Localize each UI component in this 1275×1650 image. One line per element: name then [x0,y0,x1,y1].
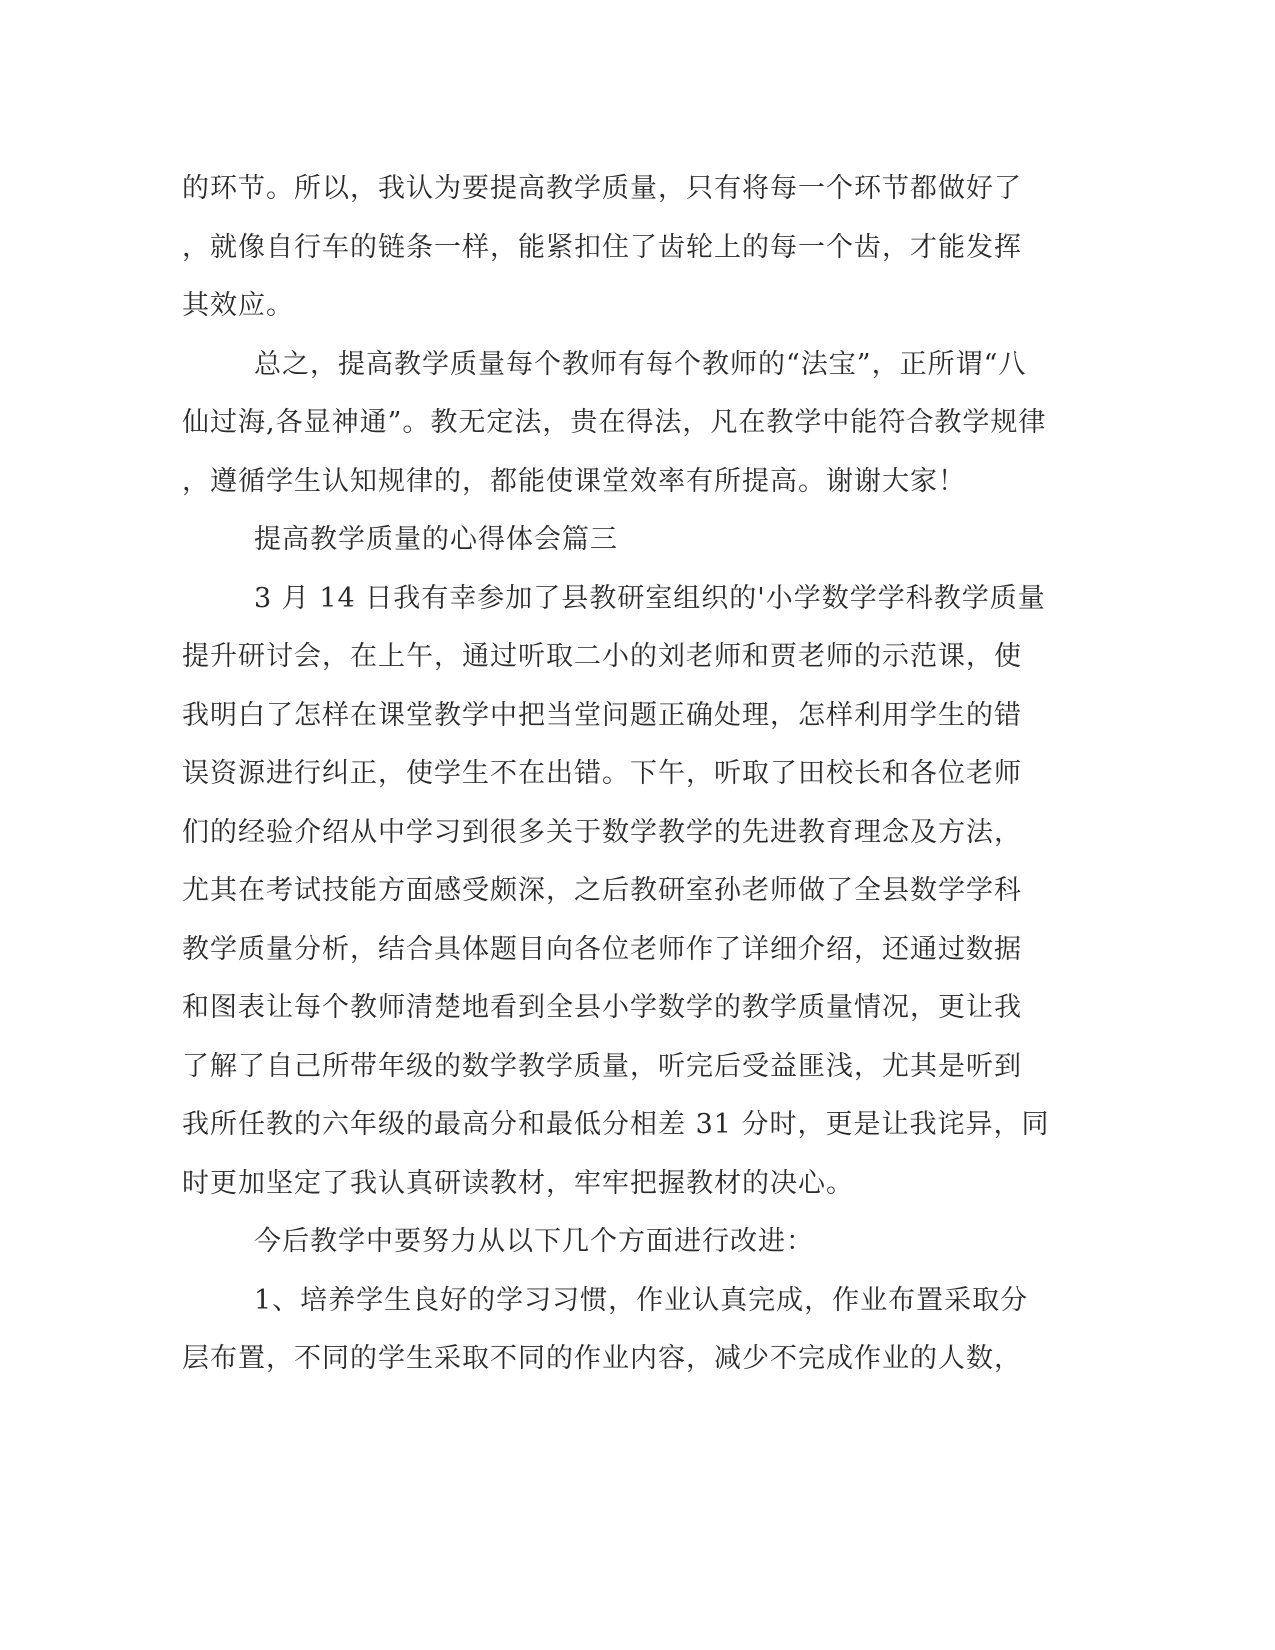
text-line: 层布置，不同的学生采取不同的作业内容，减少不完成作业的人数， [182,1343,1022,1374]
text-line: 时更加坚定了我认真研读教材，牢牢把握教材的决心。 [182,1167,854,1199]
text-line: 1、培养学生良好的学习习惯，作业认真完成，作业布置采取分 [254,1284,1029,1316]
text-line: 我明白了怎样在课堂教学中把当堂问题正确处理，怎样利用学生的错 [182,699,1022,731]
text-line: ，遵循学生认知规律的，都能使课堂效率有所提高。谢谢大家！ [182,465,966,497]
text-line: 提升研讨会，在上午，通过听取二小的刘老师和贾老师的示范课，使 [182,641,1022,672]
text-line: 提高教学质量的心得体会篇三 [254,524,618,555]
text-line: 和图表让每个教师清楚地看到全县小学数学的教学质量情况，更让我 [182,992,1022,1023]
text-line: 3 月 14 日我有幸参加了县教研室组织的'小学数学学科教学质量 [254,582,1046,614]
text-line: 了解了自己所带年级的数学教学质量，听完后受益匪浅，尤其是听到 [182,1050,1022,1082]
text-line: 尤其在考试技能方面感受颇深，之后教研室孙老师做了全县数学学科 [182,875,1022,906]
text-line: 们的经验介绍从中学习到很多关于数学教学的先进教育理念及方法， [182,816,1022,848]
text-line: 其效应。 [182,290,294,321]
text-line: 仙过海,各显神通”。教无定法，贵在得法，凡在教学中能符合教学规律 [182,407,1047,438]
text-line: 我所任教的六年级的最高分和最低分相差 31 分时，更是让我诧异，同 [182,1109,1050,1140]
text-line: 误资源进行纠正，使学生不在出错。下午，听取了田校长和各位老师 [182,758,1022,789]
text-line: 今后教学中要努力从以下几个方面进行改进： [254,1226,814,1257]
text-line: 教学质量分析，结合具体题目向各位老师作了详细介绍，还通过数据 [182,933,1022,965]
text-line: 总之，提高教学质量每个教师有每个教师的“法宝”，正所谓“八 [254,348,1027,380]
text-line: ，就像自行车的链条一样，能紧扣住了齿轮上的每一个齿，才能发挥 [182,231,1022,263]
text-line: 的环节。所以，我认为要提高教学质量，只有将每一个环节都做好了 [182,173,1022,204]
document-body [182,160,1062,1389]
